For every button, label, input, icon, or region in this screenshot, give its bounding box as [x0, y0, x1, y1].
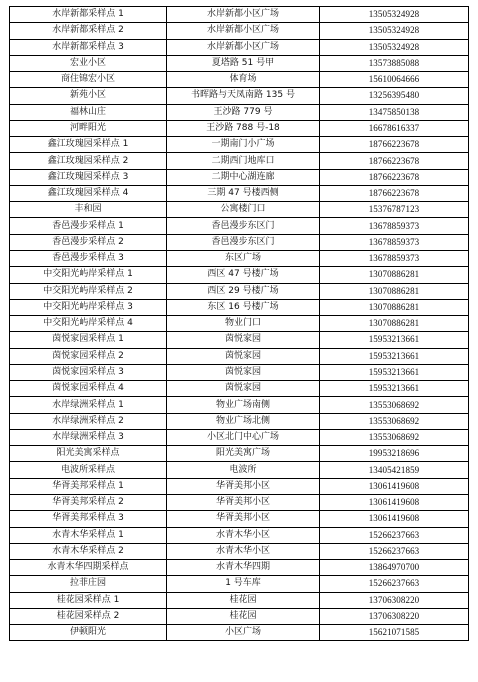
- table-row: [10, 234, 469, 250]
- site-address-cell: 华胥美邦小区: [167, 511, 320, 527]
- site-name-cell: 河畔阳光: [10, 120, 167, 136]
- contact-phone-cell: 15266237663: [320, 543, 469, 559]
- contact-phone-cell: 13706308220: [320, 592, 469, 608]
- site-address-cell: 茵悦家园: [167, 348, 320, 364]
- contact-phone-cell: 15953213661: [320, 348, 469, 364]
- site-address-cell: 物业广场北侧: [167, 413, 320, 429]
- site-address-cell: 东区 16 号楼广场: [167, 299, 320, 315]
- table-row: [10, 413, 469, 429]
- site-name-cell: 中交阳光屿岸采样点 3: [10, 299, 167, 315]
- site-name-cell: 商住锦宏小区: [10, 72, 167, 88]
- sampling-sites-sheet: [9, 6, 468, 641]
- contact-phone-cell: 13475850138: [320, 104, 469, 120]
- site-name-cell: 新苑小区: [10, 88, 167, 104]
- table-row: [10, 7, 469, 23]
- contact-phone-cell: 15953213661: [320, 364, 469, 380]
- contact-phone-cell: 15266237663: [320, 527, 469, 543]
- site-name-cell: 鑫江玫瑰园采样点 4: [10, 185, 167, 201]
- site-address-cell: 体育场: [167, 72, 320, 88]
- site-name-cell: 桂花园采样点 2: [10, 608, 167, 624]
- table-row: [10, 494, 469, 510]
- site-address-cell: 桂花园: [167, 608, 320, 624]
- table-row: [10, 446, 469, 462]
- sampling-sites-table: [9, 6, 469, 641]
- table-row: [10, 153, 469, 169]
- site-address-cell: 二期中心湖连廊: [167, 169, 320, 185]
- site-address-cell: 王沙路 779 号: [167, 104, 320, 120]
- contact-phone-cell: 13678859373: [320, 218, 469, 234]
- contact-phone-cell: 13573885088: [320, 55, 469, 71]
- contact-phone-cell: 13061419608: [320, 511, 469, 527]
- table-row: [10, 332, 469, 348]
- site-name-cell: 丰和园: [10, 202, 167, 218]
- site-address-cell: 茵悦家园: [167, 381, 320, 397]
- table-row: [10, 625, 469, 641]
- table-row: [10, 543, 469, 559]
- table-row: [10, 429, 469, 445]
- site-address-cell: 三期 47 号楼西侧: [167, 185, 320, 201]
- contact-phone-cell: 18766223678: [320, 185, 469, 201]
- site-address-cell: 香邑漫步东区门: [167, 218, 320, 234]
- table-row: [10, 39, 469, 55]
- table-row: [10, 511, 469, 527]
- contact-phone-cell: 15953213661: [320, 381, 469, 397]
- site-address-cell: 小区广场: [167, 625, 320, 641]
- site-name-cell: 香邑漫步采样点 1: [10, 218, 167, 234]
- site-name-cell: 拉菲庄园: [10, 576, 167, 592]
- table-row: [10, 560, 469, 576]
- site-address-cell: 小区北门中心广场: [167, 429, 320, 445]
- site-address-cell: 阳光美寓广场: [167, 446, 320, 462]
- site-name-cell: 鑫江玫瑰园采样点 2: [10, 153, 167, 169]
- table-row: [10, 283, 469, 299]
- contact-phone-cell: 18766223678: [320, 169, 469, 185]
- site-address-cell: 水岸新都小区广场: [167, 7, 320, 23]
- contact-phone-cell: 19953218696: [320, 446, 469, 462]
- site-address-cell: 桂花园: [167, 592, 320, 608]
- table-row: [10, 381, 469, 397]
- contact-phone-cell: 18766223678: [320, 153, 469, 169]
- site-name-cell: 水岸新都采样点 3: [10, 39, 167, 55]
- contact-phone-cell: 16678616337: [320, 120, 469, 136]
- contact-phone-cell: 13553068692: [320, 397, 469, 413]
- site-address-cell: 二期西门地库口: [167, 153, 320, 169]
- table-row: [10, 169, 469, 185]
- sampling-sites-table-body: [10, 7, 469, 641]
- site-address-cell: 水岸新都小区广场: [167, 23, 320, 39]
- site-name-cell: 水岸绿洲采样点 3: [10, 429, 167, 445]
- site-name-cell: 水岸新都采样点 1: [10, 7, 167, 23]
- site-name-cell: 茵悦家园采样点 4: [10, 381, 167, 397]
- table-row: [10, 364, 469, 380]
- contact-phone-cell: 13505324928: [320, 7, 469, 23]
- table-row: [10, 202, 469, 218]
- site-name-cell: 鑫江玫瑰园采样点 1: [10, 137, 167, 153]
- site-name-cell: 华胥美邦采样点 2: [10, 494, 167, 510]
- contact-phone-cell: 15953213661: [320, 332, 469, 348]
- site-address-cell: 华胥美邦小区: [167, 494, 320, 510]
- contact-phone-cell: 13070886281: [320, 283, 469, 299]
- site-address-cell: 茵悦家园: [167, 364, 320, 380]
- contact-phone-cell: 13505324928: [320, 39, 469, 55]
- contact-phone-cell: 15610064666: [320, 72, 469, 88]
- contact-phone-cell: 13070886281: [320, 316, 469, 332]
- table-row: [10, 462, 469, 478]
- contact-phone-cell: 13070886281: [320, 267, 469, 283]
- site-name-cell: 水青木华采样点 1: [10, 527, 167, 543]
- site-name-cell: 宏业小区: [10, 55, 167, 71]
- site-name-cell: 中交阳光屿岸采样点 2: [10, 283, 167, 299]
- contact-phone-cell: 13864970700: [320, 560, 469, 576]
- contact-phone-cell: 13505324928: [320, 23, 469, 39]
- site-address-cell: 西区 29 号楼广场: [167, 283, 320, 299]
- table-row: [10, 527, 469, 543]
- site-address-cell: 公寓楼门口: [167, 202, 320, 218]
- table-row: [10, 299, 469, 315]
- table-row: [10, 592, 469, 608]
- site-address-cell: 一期南门小广场: [167, 137, 320, 153]
- site-address-cell: 电波所: [167, 462, 320, 478]
- site-name-cell: 香邑漫步采样点 3: [10, 250, 167, 266]
- table-row: [10, 23, 469, 39]
- table-row: [10, 397, 469, 413]
- contact-phone-cell: 18766223678: [320, 137, 469, 153]
- site-name-cell: 水岸绿洲采样点 2: [10, 413, 167, 429]
- site-address-cell: 香邑漫步东区门: [167, 234, 320, 250]
- site-name-cell: 水岸绿洲采样点 1: [10, 397, 167, 413]
- site-name-cell: 中交阳光屿岸采样点 1: [10, 267, 167, 283]
- site-address-cell: 物业门口: [167, 316, 320, 332]
- contact-phone-cell: 13678859373: [320, 234, 469, 250]
- site-address-cell: 华胥美邦小区: [167, 478, 320, 494]
- site-name-cell: 水青木华采样点 2: [10, 543, 167, 559]
- site-name-cell: 鑫江玫瑰园采样点 3: [10, 169, 167, 185]
- site-name-cell: 茵悦家园采样点 3: [10, 364, 167, 380]
- contact-phone-cell: 13061419608: [320, 478, 469, 494]
- contact-phone-cell: 13678859373: [320, 250, 469, 266]
- site-name-cell: 桂花园采样点 1: [10, 592, 167, 608]
- site-name-cell: 水青木华四期采样点: [10, 560, 167, 576]
- table-row: [10, 608, 469, 624]
- site-address-cell: 夏塔路 51 号甲: [167, 55, 320, 71]
- contact-phone-cell: 13706308220: [320, 608, 469, 624]
- site-address-cell: 茵悦家园: [167, 332, 320, 348]
- site-address-cell: 水青木华四期: [167, 560, 320, 576]
- table-row: [10, 478, 469, 494]
- site-address-cell: 西区 47 号楼广场: [167, 267, 320, 283]
- site-name-cell: 福林山庄: [10, 104, 167, 120]
- site-name-cell: 电波所采样点: [10, 462, 167, 478]
- contact-phone-cell: 13405421859: [320, 462, 469, 478]
- contact-phone-cell: 13061419608: [320, 494, 469, 510]
- table-row: [10, 267, 469, 283]
- table-row: [10, 104, 469, 120]
- table-row: [10, 185, 469, 201]
- site-address-cell: 水岸新都小区广场: [167, 39, 320, 55]
- contact-phone-cell: 15376787123: [320, 202, 469, 218]
- table-row: [10, 348, 469, 364]
- table-row: [10, 218, 469, 234]
- contact-phone-cell: 13070886281: [320, 299, 469, 315]
- site-address-cell: 东区广场: [167, 250, 320, 266]
- site-name-cell: 茵悦家园采样点 1: [10, 332, 167, 348]
- table-row: [10, 88, 469, 104]
- site-name-cell: 中交阳光屿岸采样点 4: [10, 316, 167, 332]
- site-address-cell: 物业广场南侧: [167, 397, 320, 413]
- site-name-cell: 香邑漫步采样点 2: [10, 234, 167, 250]
- contact-phone-cell: 13256395480: [320, 88, 469, 104]
- contact-phone-cell: 15266237663: [320, 576, 469, 592]
- site-name-cell: 阳光美寓采样点: [10, 446, 167, 462]
- table-row: [10, 576, 469, 592]
- table-row: [10, 250, 469, 266]
- table-row: [10, 120, 469, 136]
- site-address-cell: 水青木华小区: [167, 543, 320, 559]
- table-row: [10, 72, 469, 88]
- site-name-cell: 华胥美邦采样点 1: [10, 478, 167, 494]
- site-name-cell: 华胥美邦采样点 3: [10, 511, 167, 527]
- table-row: [10, 55, 469, 71]
- table-row: [10, 316, 469, 332]
- site-address-cell: 水青木华小区: [167, 527, 320, 543]
- site-name-cell: 水岸新都采样点 2: [10, 23, 167, 39]
- site-address-cell: 书晖路与天凤南路 135 号: [167, 88, 320, 104]
- site-address-cell: 1 号车库: [167, 576, 320, 592]
- table-row: [10, 137, 469, 153]
- site-name-cell: 茵悦家园采样点 2: [10, 348, 167, 364]
- site-address-cell: 王沙路 788 号-18: [167, 120, 320, 136]
- site-name-cell: 伊顿阳光: [10, 625, 167, 641]
- contact-phone-cell: 15621071585: [320, 625, 469, 641]
- contact-phone-cell: 13553068692: [320, 429, 469, 445]
- contact-phone-cell: 13553068692: [320, 413, 469, 429]
